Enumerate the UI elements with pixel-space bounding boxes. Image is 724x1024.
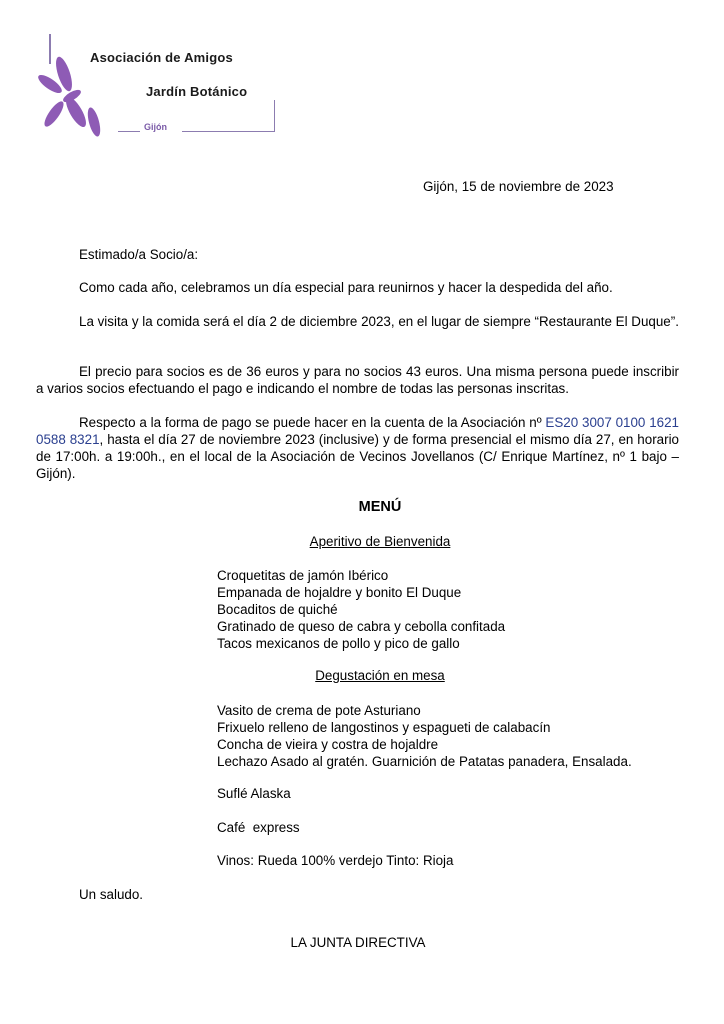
logo-title-line2: Jardín Botánico bbox=[146, 84, 248, 99]
logo-title-line1: Asociación de Amigos bbox=[90, 50, 233, 65]
menu-wines: Vinos: Rueda 100% verdejo Tinto: Rioja bbox=[217, 853, 454, 868]
closing-text: Un saludo. bbox=[79, 887, 144, 902]
logo-divider-right bbox=[182, 131, 274, 132]
paragraph-4-text-a: Respecto a la forma de pago se puede hacer en la cuenta de la Asociación nº bbox=[79, 415, 546, 430]
menu-section-aperitivo-title: Aperitivo de Bienvenida bbox=[309, 534, 451, 549]
greeting: Estimado/a Socio/a: bbox=[79, 247, 199, 262]
paragraph-4-text-b: , hasta el día 27 de noviembre 2023 (inclusive) y de forma presencial el mismo día 27, en horario de 17:00h. a 19:00h., en el local de la Asociación de Vecinos Jovellanos (C/ Enrique Martínez, nº 1 bajo – Gijón). bbox=[36, 432, 679, 481]
paragraph-2: La visita y la comida será el día 2 de diciembre 2023, en el lugar de siempre “Restaurante El Duque”. bbox=[79, 314, 679, 329]
menu-item: Bocaditos de quiché bbox=[217, 602, 338, 617]
letter-date: Gijón, 15 de noviembre de 2023 bbox=[423, 179, 614, 194]
menu-coffee: Café express bbox=[217, 820, 300, 835]
association-logo bbox=[36, 34, 281, 146]
bank-account-number: ES20 3007 0100 1621 0588 8321 bbox=[36, 415, 679, 447]
menu-section-degustacion-items bbox=[217, 702, 632, 770]
paragraph-1: Como cada año, celebramos un día especial para reunirnos y hacer la despedida del año. bbox=[79, 280, 613, 295]
logo-vertical-line bbox=[49, 34, 51, 64]
paragraph-3: El precio para socios es de 36 euros y para no socios 43 euros. Una misma persona puede inscribir a varios socios efectuando el pago e indicando el nombre de todas las personas inscritas. bbox=[36, 364, 679, 396]
signature: LA JUNTA DIRECTIVA bbox=[290, 935, 426, 950]
menu-item: Lechazo Asado al gratén. Guarnición de Patatas panadera, Ensalada. bbox=[217, 754, 632, 769]
logo-city: Gijón bbox=[144, 122, 167, 132]
menu-item: Gratinado de queso de cabra y cebolla confitada bbox=[217, 619, 506, 634]
menu-item: Croquetitas de jamón Ibérico bbox=[217, 568, 389, 583]
menu-item: Empanada de hojaldre y bonito El Duque bbox=[217, 585, 462, 600]
menu-item: Frixuelo relleno de langostinos y espagueti de calabacín bbox=[217, 720, 551, 735]
logo-frame-line bbox=[274, 100, 275, 132]
menu-title: MENÚ bbox=[358, 499, 402, 515]
menu-section-degustacion-title: Degustación en mesa bbox=[315, 668, 445, 683]
menu-item: Vasito de crema de pote Asturiano bbox=[217, 703, 421, 718]
menu-section-aperitivo-items bbox=[217, 567, 505, 652]
menu-dessert: Suflé Alaska bbox=[217, 786, 291, 801]
menu-item: Tacos mexicanos de pollo y pico de gallo bbox=[217, 636, 460, 651]
logo-divider-left bbox=[118, 131, 140, 132]
menu-item: Concha de vieira y costra de hojaldre bbox=[217, 737, 439, 752]
paragraph-4 bbox=[36, 414, 679, 482]
